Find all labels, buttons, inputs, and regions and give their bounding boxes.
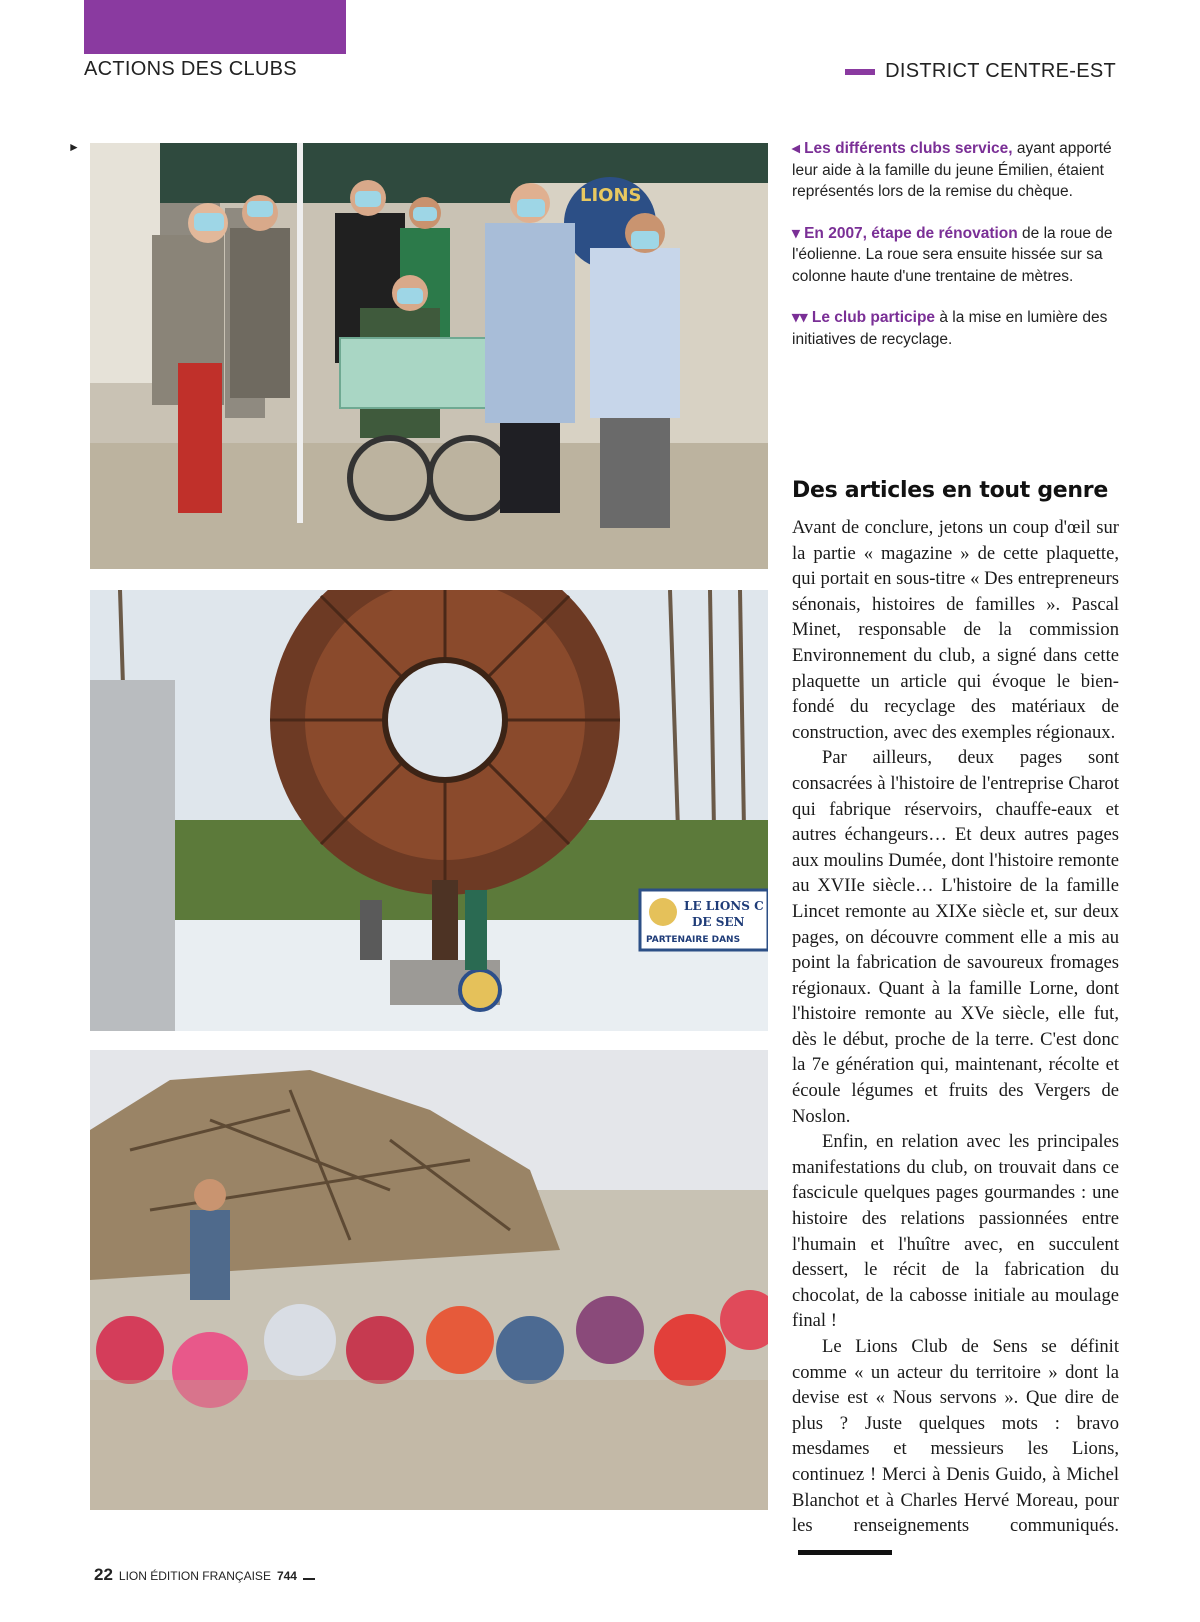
caption-1 (792, 138, 1122, 203)
photo2-sign-line1: LE LIONS C (684, 899, 764, 913)
photo2-sign-line2: DE SEN (692, 915, 745, 929)
article-paragraph-last-text: Le Lions Club de Sens se définit comme « un acteur du territoire » dont la devise est « Nous servons ». Que dire de plus ? Juste quelques mots : bravo mesdames et messieurs les Lions, continuez ! Merci à Denis Guido, à Michel Blanchot et à Charles Hervé Moreau, pour les renseignements communiqués. (792, 1336, 1119, 1537)
caption-3 (792, 307, 1122, 350)
photo-cheque-presentation (90, 143, 768, 569)
caption-2-text: de la roue de l'éolienne. La roue sera ensuite hissée sur sa colonne haute d'une trentaine de mètres. (792, 224, 1113, 285)
page-number: 22 (94, 1565, 113, 1584)
caption-3-text: à la mise en lumière des initiatives de recyclage. (792, 309, 1108, 348)
photo2-sign-line3: PARTENAIRE DANS (646, 935, 741, 945)
article-paragraph-last (792, 1334, 1119, 1564)
article-paragraph: Avant de conclure, jetons un coup d'œil sur la partie « magazine » de cette plaquette, qui portait en sous-titre « Des entrepreneurs sénonais, histoires de familles ». Pascal Minet, responsable de la commission Environnement du club, a signé dans cette plaquette un article qui évoque le bien-fondé du recyclage des matériaux de construction, avec des exemples régionaux. (792, 517, 1119, 743)
footer-dash (303, 1578, 315, 1580)
article-end-mark (798, 1550, 892, 1555)
article-title: Des articles en tout genre (792, 478, 1108, 503)
district-label (845, 60, 1116, 83)
issue-number: 744 (276, 1569, 297, 1583)
caption-2 (792, 223, 1122, 288)
photo-captions (792, 138, 1122, 370)
caption-2-lead: ▾ En 2007, étape de rénovation (792, 224, 1018, 242)
photo1-banner-text: LIONS (580, 185, 642, 206)
district-bar (845, 69, 875, 75)
header-accent-tab (84, 0, 346, 54)
publication-name: LION ÉDITION FRANÇAISE (118, 1569, 271, 1583)
article-paragraph: Par ailleurs, deux pages sont consacrées à l'histoire de l'entreprise Charot qui fabrique réservoirs, chauffe-eaux et autres échangeurs… Et deux autres pages aux moulins Dumée, dont l'histoire remonte au XVIIe siècle… L'histoire de la famille Lincet remonte au XIXe siècle et, sur deux pages, on découvre comment elle a mis au point la fabrication de savoureux fromages régionaux. Quant à la famille Lorne, dont l'histoire remonte au XVe siècle, elle fut, dès le début, proche de la terre. C'est donc la 7e génération qui, maintenant, récolte et écoule légumes et fruits des Vergers de Noslon. (792, 747, 1119, 1127)
caption-pointer-icon: ► (68, 140, 80, 154)
district-text: DISTRICT CENTRE-EST (885, 60, 1116, 82)
caption-3-lead: ▾▾ Le club participe (792, 309, 936, 326)
article (792, 478, 1119, 1564)
caption-1-lead: ◂ Les différents clubs service, (792, 140, 1013, 157)
photo-recycling-visit (90, 1050, 768, 1510)
article-body (792, 515, 1119, 1564)
photo-windmill-wheel (90, 590, 768, 1031)
section-label: ACTIONS DES CLUBS (84, 58, 297, 80)
page-footer (94, 1565, 315, 1585)
caption-1-text: ayant apporté leur aide à la famille du jeune Émilien, étaient représentés lors de la remise du chèque. (792, 140, 1112, 200)
article-paragraph: Enfin, en relation avec les principales manifestations du club, on trouvait dans ce fascicule quelques pages gourmandes : une histoire des relations passionnées entre l'humain et l'huître avec, en succulent dessert, le récit de la fabrication du chocolat, de la cabosse initiale au moulage final ! (792, 1131, 1119, 1332)
